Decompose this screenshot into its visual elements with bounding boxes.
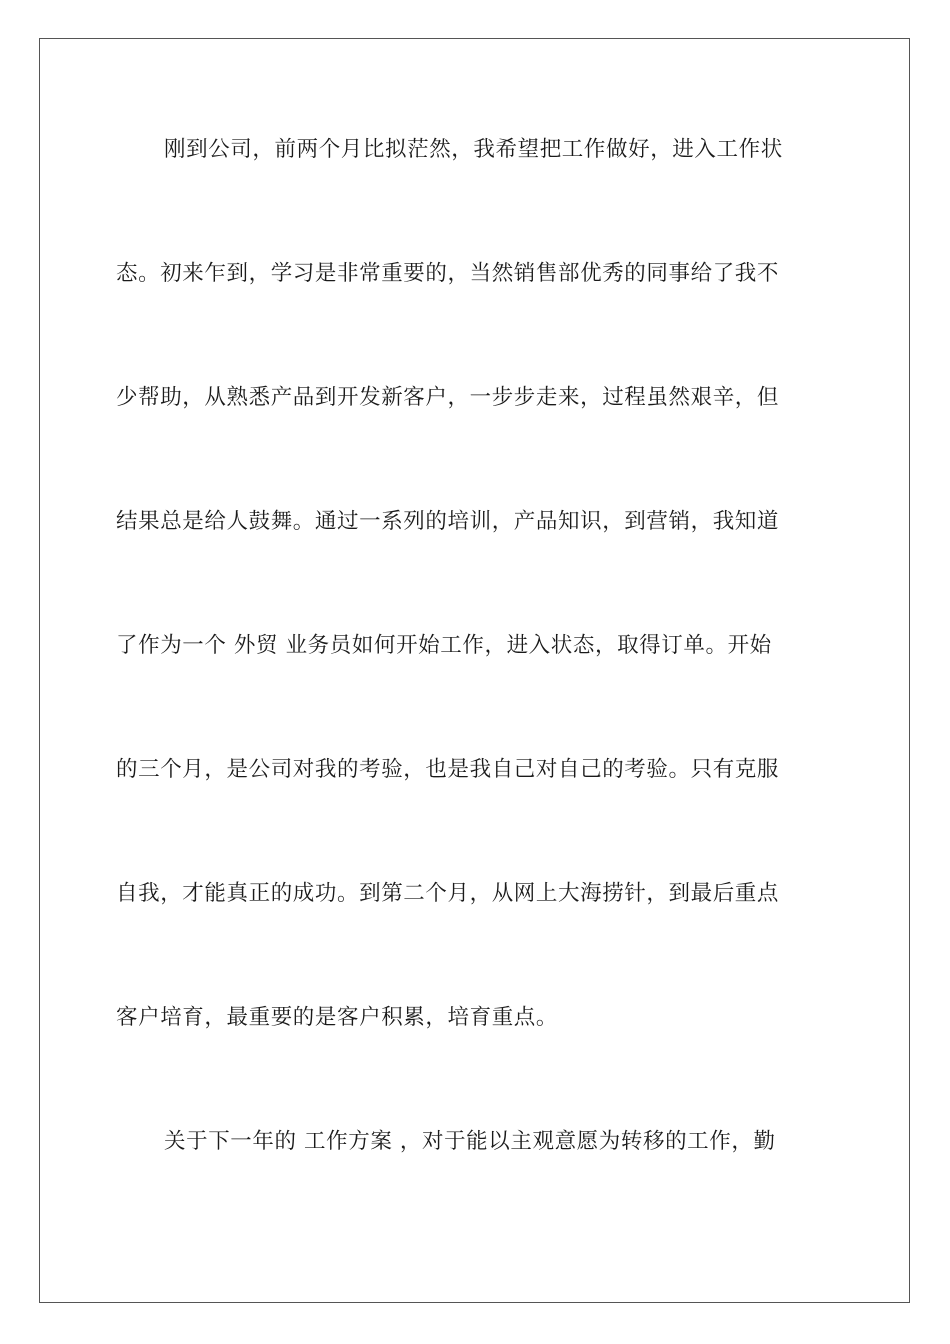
paragraph-1-line-1: 刚到公司，前两个月比拟茫然，我希望把工作做好，进入工作状 bbox=[164, 137, 783, 162]
paragraph-2-line-1: 关于下一年的 工作方案 ，对于能以主观意愿为转移的工作，勤 bbox=[164, 1129, 776, 1154]
page-border bbox=[39, 38, 910, 1303]
paragraph-1-line-5: 了作为一个 外贸 业务员如何开始工作，进入状态，取得订单。开始 bbox=[116, 633, 772, 658]
paragraph-1-line-2: 态。初来乍到，学习是非常重要的，当然销售部优秀的同事给了我不 bbox=[116, 261, 780, 286]
paragraph-1-line-8: 客户培育，最重要的是客户积累，培育重点。 bbox=[116, 1005, 559, 1030]
paragraph-1-line-3: 少帮助，从熟悉产品到开发新客户，一步步走来，过程虽然艰辛，但 bbox=[116, 385, 780, 410]
paragraph-1-line-7: 自我，才能真正的成功。到第二个月，从网上大海捞针，到最后重点 bbox=[116, 881, 780, 906]
paragraph-1-line-4: 结果总是给人鼓舞。通过一系列的培训，产品知识，到营销，我知道 bbox=[116, 509, 780, 534]
paragraph-1-line-6: 的三个月，是公司对我的考验，也是我自己对自己的考验。只有克服 bbox=[116, 757, 780, 782]
